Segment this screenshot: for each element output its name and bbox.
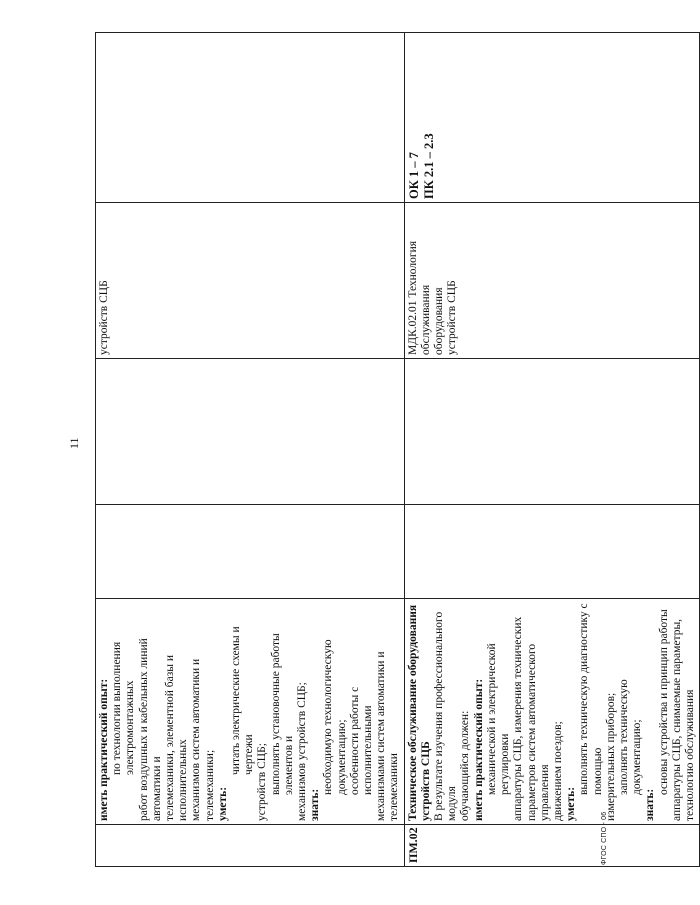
content-line: аппаратуры СЦБ, измерения технических [512, 616, 525, 821]
content-line: выполнять техническую диагностику с помощью [578, 603, 604, 795]
content-line: механизмами систем автоматики и телемеханики [375, 651, 401, 821]
table-row [404, 33, 699, 867]
module-code-cell: ПМ.02 [404, 825, 699, 867]
hours-cell [96, 359, 405, 505]
content-line: устройств СЦБ; [256, 743, 269, 821]
mdk-cell [404, 203, 699, 359]
content-line: знать: [309, 788, 322, 821]
content-line: технологию обслуживания [683, 689, 696, 821]
page-number: 11 [67, 437, 81, 449]
content-line: необходимую технологическую документацию; [322, 639, 348, 795]
table-row [96, 33, 405, 867]
competencies-cell [404, 33, 699, 203]
content-line: работ воздушных и кабельных линий автоматики и [137, 638, 163, 821]
content-line: заполнять техническую документацию; [617, 679, 644, 795]
rotated-page [67, 33, 696, 867]
hours-cell [96, 505, 405, 599]
hours-cell [404, 359, 699, 505]
mdk-cell: устройств СЦБ [96, 203, 405, 359]
module-code-cell [96, 825, 405, 867]
content-line: телемеханики, элементной базы и исполнительных [164, 654, 190, 821]
mdk-line: оборудования [433, 287, 446, 355]
content-cell [96, 599, 405, 825]
content-line: механизмов систем автоматики и телемеханики; [190, 658, 216, 821]
content-line: иметь практический опыт: [472, 678, 485, 821]
competency-line: ПК 2.1 – 2.3 [421, 133, 436, 199]
content-line: движением поездов; [551, 721, 564, 821]
mdk-line: устройств СЦБ [446, 280, 459, 355]
competencies-cell [96, 33, 405, 203]
content-line: механической и электрической регулировки [485, 643, 512, 795]
content-line: уметь: [565, 786, 578, 821]
content-line: механизмов устройств СЦБ; [296, 682, 309, 821]
content-line: знать: [644, 788, 657, 821]
content-line: обучающийся должен: [459, 710, 472, 821]
content-line: аппаратуры СЦБ, снимаемые параметры, [670, 618, 683, 821]
content-line: особенности работы с исполнительными [348, 686, 375, 795]
content-line: основы устройства и принцип работы [657, 609, 670, 795]
content-line: читать электрические схемы и чертежи [230, 626, 256, 775]
curriculum-table [95, 32, 700, 867]
content-line: Техническое обслуживание оборудования [406, 604, 419, 821]
content-line: выполнять установочные работы элементов и [269, 633, 295, 795]
content-line: устройств СЦБ [419, 741, 432, 821]
content-line: по технологии выполнения электромонтажных [111, 641, 137, 775]
content-line: В результате изучения профессионального модуля [433, 611, 459, 821]
competency-line: ОК 1 – 7 [406, 152, 421, 199]
content-line: измерительных приборов; [604, 692, 617, 821]
footer-label: ФГОС СПО - 06 [601, 811, 608, 865]
mdk-line: МДК.02.01 Технология [406, 240, 419, 355]
hours-cell [404, 505, 699, 599]
mdk-line: обслуживания [419, 284, 432, 355]
content-cell [404, 599, 699, 825]
content-line: иметь практический опыт: [98, 678, 110, 821]
content-line: параметров систем автоматического управления [525, 643, 551, 821]
content-line: уметь: [216, 786, 229, 821]
